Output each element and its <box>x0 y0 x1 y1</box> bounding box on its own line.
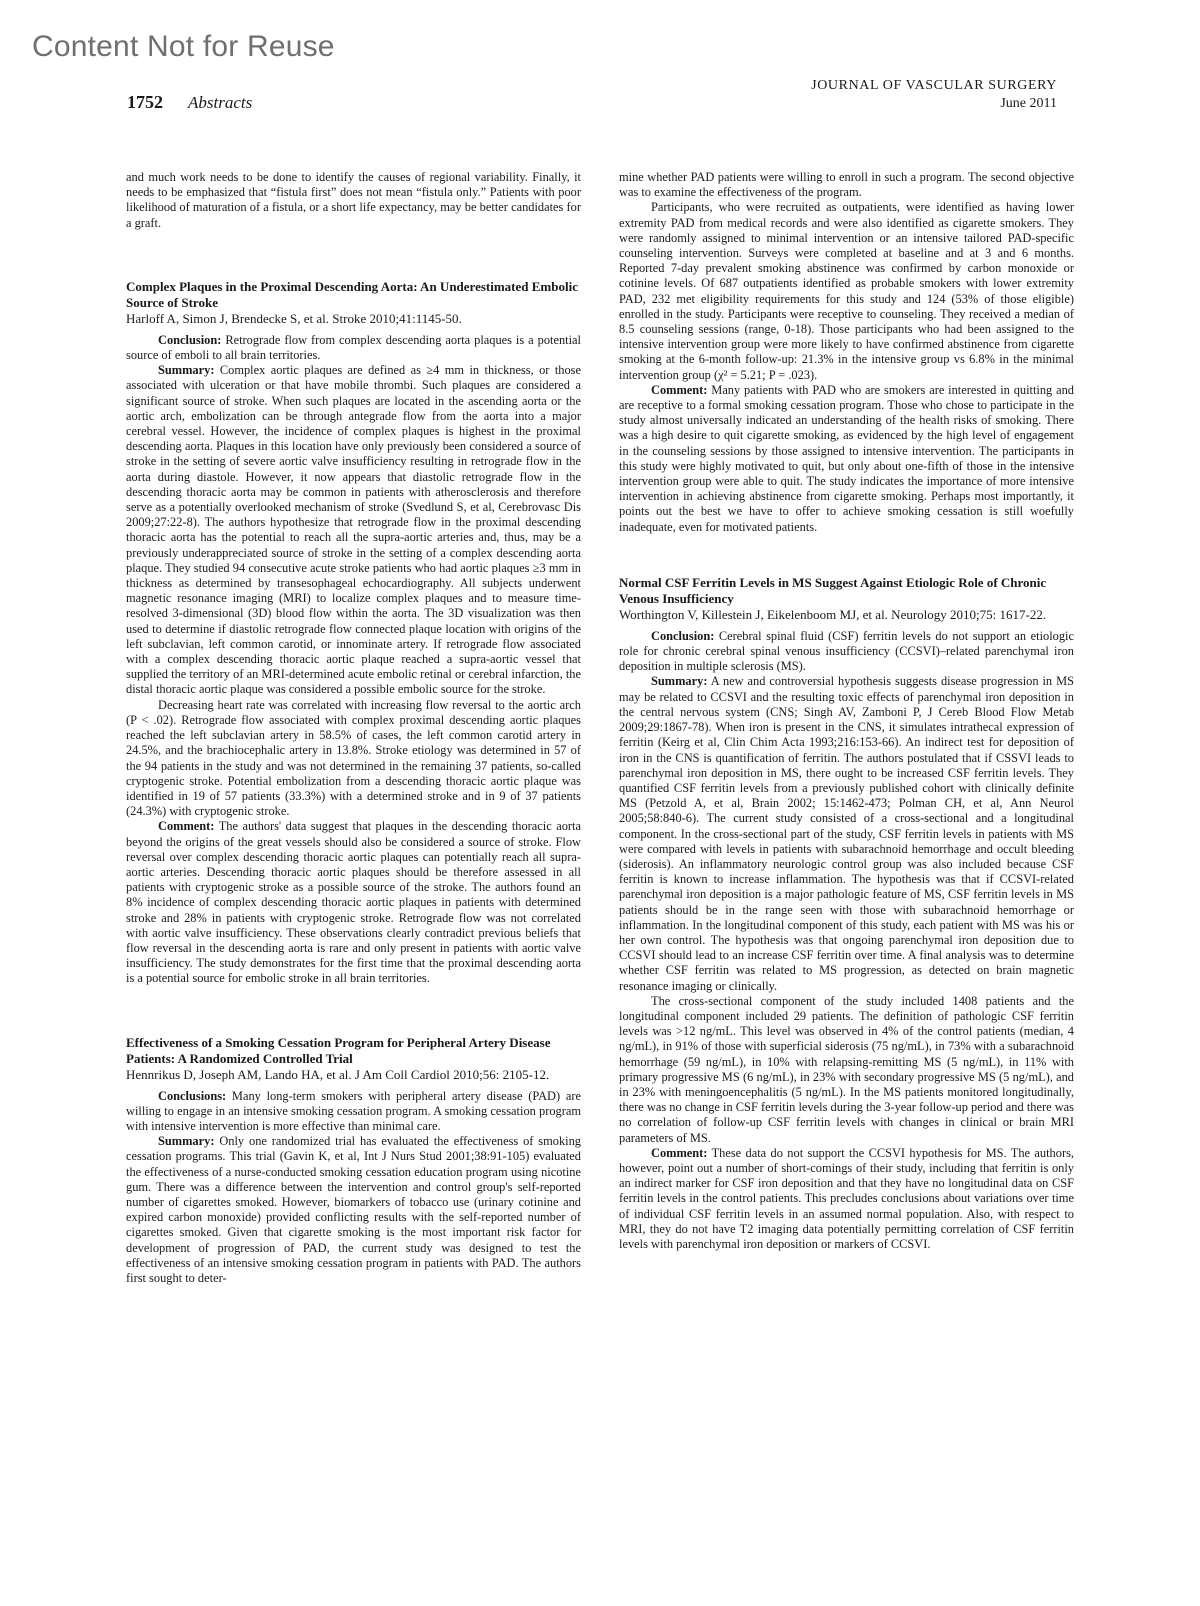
comment-text: Many patients with PAD who are smokers are interested in quitting and are receptive to a formal smoking cessation program. Those who chose to participate in the study almost universally indicated an understanding of the health risks of smoking. There was a high desire to quit cigarette smoking, as evidenced by the high level of engagement in the counseling sessions by those assigned to intensive intervention. The participants in this study were highly motivated to quit, but only about one-fifth of those in the intensive intervention group were able to quit. The study indicates the importance of more intensive intervention in achieving abstinence from cigarette smoking. Perhaps most importantly, it points out the best we have to offer to achieve smoking cessation is still woefully inadequate, even for motivated patients. <box>619 382 1074 534</box>
summary-label: Summary: <box>158 363 215 378</box>
comment-text: These data do not support the CCSVI hypothesis for MS. The authors, however, point out a number of short-comings of their study, including that ferritin is only an indirect marker for CSF iron deposition and that they have no longitudinal data on CSF ferritin levels in the control patients. This precludes conclusions about variations over time of individual CSF ferritin levels in an assumed normal population. Also, with respect to MRI, they do not have T2 imaging data potentially permitting correlation of CSF ferritin levels with parenchymal iron deposition or markers of CCSVI. <box>619 1145 1074 1251</box>
page-number: 1752 <box>127 92 163 112</box>
article-title: Normal CSF Ferritin Levels in MS Suggest Against Etiologic Role of Chronic Venous Insufficiency <box>619 574 1047 606</box>
results-paragraph: The cross-sectional component of the study included 1408 patients and the longitudinal component included 29 patients. The definition of pathologic CSF ferritin levels was >12 ng/mL. This level was observed in 4% of the control patients (median, 4 ng/mL), in 91% of those with superficial siderosis (75 ng/mL), in 73% with a subarachnoid hemorrhage (59 ng/mL), in 10% with relapsing-remitting MS (5 ng/mL), in 11% with primary progressive MS (6 ng/mL), in 23% with secondary progressive MS (5 ng/mL), and in 23% with meningoencephalitis (5 ng/mL). In the MS patients monitored longitudinally, there was no change in CSF ferritin levels during the 3-year follow-up period and there was no correlation of follow-up CSF ferritin levels with changes in clinical or brain MRI parameters of MS. <box>619 993 1074 1145</box>
article-title: Effectiveness of a Smoking Cessation Program for Peripheral Artery Disease Patients: A Randomized Controlled Trial <box>126 1034 551 1066</box>
article-title: Complex Plaques in the Proximal Descending Aorta: An Underestimated Embolic Source of Stroke <box>126 278 578 310</box>
comment-paragraph <box>619 1146 1074 1252</box>
conclusion-label: Conclusion: <box>651 628 715 643</box>
comment-paragraph <box>126 819 581 986</box>
article-smoking-cessation <box>126 1035 581 1287</box>
comment-label: Comment: <box>651 382 708 397</box>
article-citation: Harloff A, Simon J, Brendecke S, et al. Stroke 2010;41:1145-50. <box>126 310 462 326</box>
conclusions-paragraph <box>126 1089 581 1135</box>
article-csf-ferritin <box>619 575 1074 1252</box>
conclusion-label: Conclusion: <box>158 332 222 347</box>
participants-paragraph: Participants, who were recruited as outpatients, were identified as having lower extremity PAD from medical records and were also identified as cigarette smokers. They were randomly assigned to minimal intervention or an intensive tailored PAD-specific counseling intervention. Surveys were completed at baseline and at 3 and 6 months. Reported 7-day prevalent smoking abstinence was confirmed by carbon monoxide or cotinine levels. Of 687 outpatients identified as probable smokers with lower extremity PAD, 232 met eligibility requirements for this study and 124 (53% of those eligible) enrolled in the study. Participants were receptive to counseling. They received a median of 8.5 counseling sessions (range, 0-18). Those participants who had been assigned to the intensive intervention group were more likely to have confirmed abstinence from cigarette smoking at the 6-month follow-up: 21.3% in the intensive group vs 6.8% in the minimal intervention group (χ² = 5.21; P = .023). <box>619 200 1074 382</box>
watermark-text: Content Not for Reuse <box>32 30 335 63</box>
conclusion-text: Cerebral spinal fluid (CSF) ferritin levels do not support an etiologic role for chronic cerebral spinal venous insufficiency (CCSVI)–related parenchymal iron deposition in multiple sclerosis (MS). <box>619 628 1074 674</box>
conclusion-paragraph <box>126 333 581 363</box>
journal-date: June 2011 <box>1000 96 1057 111</box>
journal-name: JOURNAL OF VASCULAR SURGERY <box>811 78 1057 93</box>
summary-paragraph <box>619 674 1074 993</box>
comment-label: Comment: <box>158 819 215 834</box>
article-citation: Hennrikus D, Joseph AM, Lando HA, et al. J Am Coll Cardiol 2010;56: 2105-12. <box>126 1066 550 1082</box>
left-column <box>126 170 581 1286</box>
conclusion-paragraph <box>619 629 1074 675</box>
summary-text: Complex aortic plaques are defined as ≥4 mm in thickness, or those associated with ulceration or that have mobile thrombi. Such plaques are considered a significant source of stroke. When such plaques are located in the ascending aorta or the aortic arch, embolization can be through antegrade flow from the aorta into a major cerebral vessel. However, the incidence of complex plaques is highest in the proximal descending aorta. Plaques in this location have only previously been considered a source of stroke in the setting of severe aortic valve insufficiency resulting in retrograde flow in the aorta during diastole. However, it now appears that diastolic retrograde flow in the descending thoracic aorta may be common in patients with atherosclerosis and therefore serve as a potentially overlooked mechanism of stroke (Svedlund S, et al, Cerebrovasc Dis 2009;27:22-8). The authors hypothesize that retrograde flow in the proximal descending thoracic aorta has the potential to reach all the supra-aortic arteries and, thus, may be a previously underappreciated source of stroke in the setting of a complex descending aorta plaque. They studied 94 consecutive acute stroke patients who had aortic plaques ≥3 mm in thickness as determined by transesophageal echocardiography. All subjects underwent magnetic resonance imaging (MRI) to localize complex plaques and to measure time-resolved 3-dimensional (3D) blood flow within the aorta. The 3D visualization was then used to determine if diastolic retrograde flow connected plaque location with origins of the left subclavian, left common carotid, or innominate artery. If retrograde flow associated with a complex descending thoracic aortic plaque reached a supra-aortic vessel that supplied the territory of an MRI-determined acute embolic retinal or cerebral infarction, the distal thoracic aortic plaque was considered a possible embolic source for the stroke. <box>126 363 581 697</box>
comment-label: Comment: <box>651 1145 708 1160</box>
conclusion-text: Retrograde flow from complex descending aorta plaques is a potential source of emboli to all brain territories. <box>126 332 581 363</box>
results-paragraph: Decreasing heart rate was correlated with increasing flow reversal to the aortic arch (P < .02). Retrograde flow associated with complex proximal descending aortic plaques reached the left subclavian artery in 58.5% of cases, the left common carotid artery in 24.5%, and the brachiocephalic artery in 13.8%. Stroke etiology was determined in 57 of the 94 patients in the study and was not determined in the remaining 37 patients, so-called cryptogenic stroke. Potential embolization from a descending thoracic aortic plaque was identified in 19 of 57 patients (33.3%) with a determined stroke and in 9 of 37 patients (24.3%) with cryptogenic stroke. <box>126 697 581 819</box>
section-label: Abstracts <box>188 93 253 112</box>
comment-text: The authors' data suggest that plaques in the descending thoracic aorta beyond the origins of the great vessels should also be considered a source of stroke. Flow reversal over complex descending thoracic aortic plaques can potentially reach all supra-aortic arteries. Descending thoracic aortic plaques should be therefore assessed in all patients with cryptogenic stroke as a possible source of the stroke. The authors found an 8% incidence of complex descending thoracic aortic plaques in patients with determined stroke and 28% in patients with cryptogenic stroke. Retrograde flow was not correlated with aortic valve insufficiency. These observations clearly contradict previous beliefs that flow reversal in the descending aorta is rare and only present in patients with aortic valve insufficiency. The study demonstrates for the first time that the proximal descending aorta is a potential source for embolic stroke in all brain territories. <box>126 819 581 986</box>
conclusions-text: Many long-term smokers with peripheral artery disease (PAD) are willing to engage in an intensive smoking cessation program. A smoking cessation program with intensive intervention is more effective than minimal care. <box>126 1088 581 1133</box>
right-column <box>619 170 1074 1252</box>
continuation-paragraph: and much work needs to be done to identify the causes of regional variability. Finally, it needs to be emphasized that “fistula first” does not mean “fistula only.” Patients with poor likelihood of maturation of a fistula, or a short life expectancy, may be better candidates for a graft. <box>126 170 581 230</box>
conclusions-label: Conclusions: <box>158 1088 227 1103</box>
comment-paragraph <box>619 383 1074 535</box>
summary-label: Summary: <box>651 674 708 689</box>
summary-paragraph <box>126 363 581 697</box>
summary-paragraph <box>126 1134 581 1286</box>
continuation-paragraph: mine whether PAD patients were willing to enroll in such a program. The second objective was to examine the effectiveness of the program. <box>619 170 1074 200</box>
summary-text: A new and controversial hypothesis suggests disease progression in MS may be related to CCSVI and the resulting toxic effects of parenchymal iron deposition in the central nervous system (CNS; Singh AV, Zamboni P, J Cereb Blood Flow Metab 2009;29:1867-78). When iron is present in the CNS, it simulates intrathecal expression of ferritin (Keirg et al, Clin Chim Acta 1993;216:153-66). An indirect test for deposition of iron in the CNS is quantification of ferritin. The authors postulated that if CSSVI leads to parenchymal iron deposition in MS, there ought to be increased CSF ferritin levels. They quantified CSF ferritin levels from a previously published cohort with clinically definite MS (Petzold A, et al, Brain 2002; 15:1462-473; Polman CH, et al, Ann Neurol 2005;58:840-6). The current study consisted of a cross-sectional and a longitudinal component. In the cross-sectional part of the study, CSF ferritin levels in patients with MS were compared with levels in patients with subarachnoid hemorrhage and occult bleeding (siderosis). An inflammatory neurologic control group was also included because CSF ferritin is known to increase inflammation. The hypothesis was that if CCSVI-related parenchymal iron deposition is a major pathologic feature of MS, CSF ferritin levels in MS patients should be in the range seen with those with subarachnoid hemorrhage or inflammation. In the longitudinal component of this study, each patient with MS was his or her own control. The hypothesis was that ongoing parenchymal iron deposition due to CCSVI should lead to an increase CSF ferritin over time. A final analysis was to determine whether CSF ferritin was related to MS progression, as detected on brain magnetic resonance imaging or clinically. <box>619 674 1074 993</box>
article-complex-plaques <box>126 279 581 987</box>
summary-text: Only one randomized trial has evaluated the effectiveness of smoking cessation programs. This trial (Gavin K, et al, Int J Nurs Stud 2001;38:91-105) evaluated the effectiveness of a nurse-conducted smoking cessation education program using nicotine gum. There was a difference between the intervention and control group's self-reported number of cigarettes smoked. However, biomarkers of tobacco use (urinary cotinine and expired carbon monoxide) provided conflicting results with the self-reported number of cigarettes smoked. Given that cigarette smoking is the most important risk factor for development of progression of PAD, the current study was designed to test the effectiveness of an intensive smoking cessation program in patients with PAD. The authors first sought to deter- <box>126 1134 581 1285</box>
article-citation: Worthington V, Killestein J, Eikelenboom MJ, et al. Neurology 2010;75: 1617-22. <box>619 606 1047 622</box>
summary-label: Summary: <box>158 1134 215 1149</box>
